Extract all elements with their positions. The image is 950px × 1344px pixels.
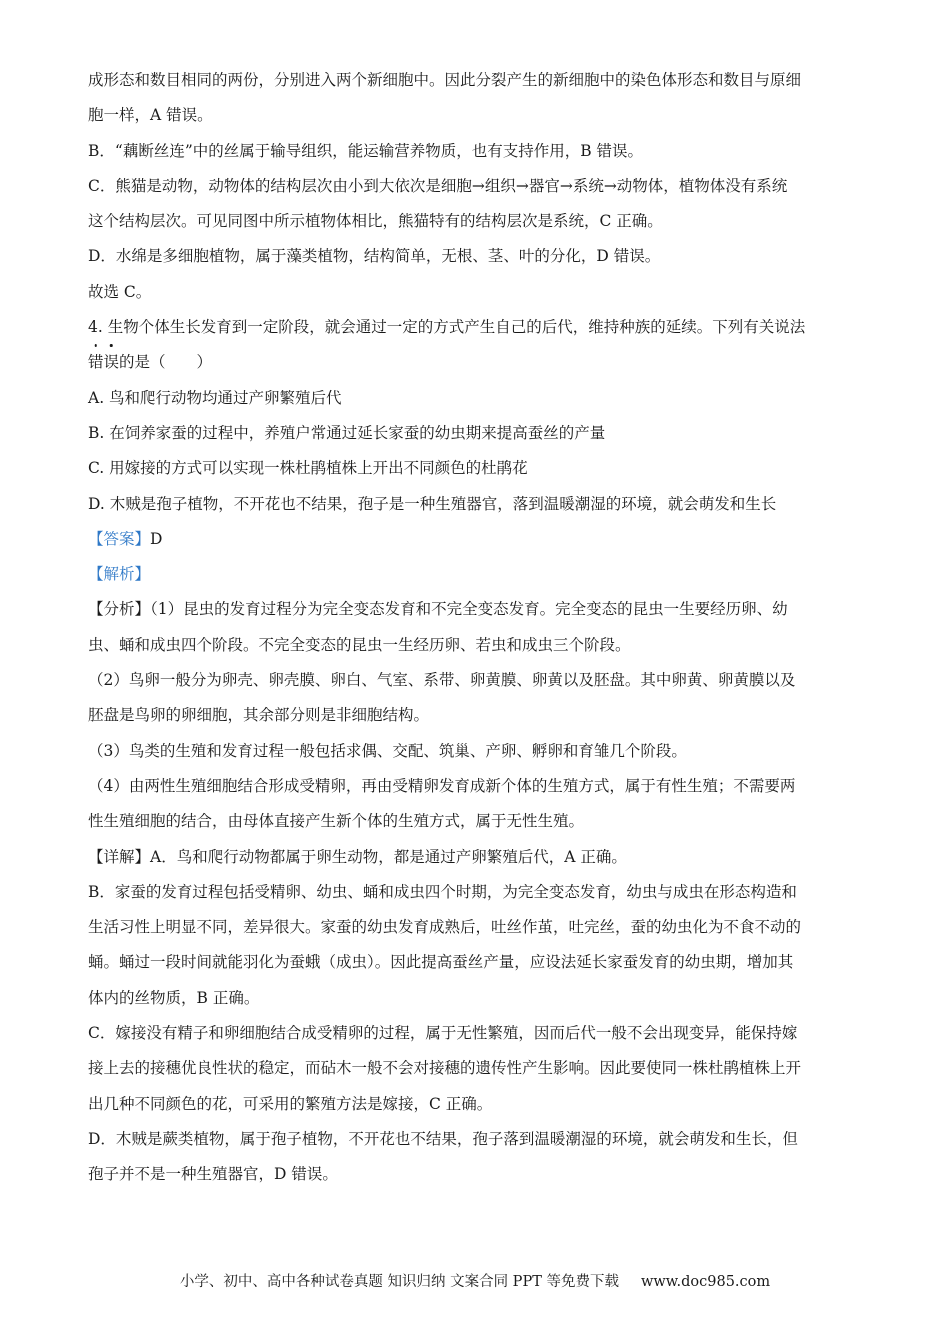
text-line: B．“藕断丝连”中的丝属于输导组织，能运输营养物质，也有支持作用，B 错误。 bbox=[88, 141, 644, 160]
text-line: 成形态和数目相同的两份，分别进入两个新细胞中。因此分裂产生的新细胞中的染色体形态和数目与原细 bbox=[88, 71, 802, 89]
emphasized-char: 错 bbox=[88, 353, 104, 372]
analysis-text: （1）昆虫的发育过程分为完全变态发育和不完全变态发育。完全变态的昆虫一生要经历卵、幼 bbox=[150, 600, 788, 619]
analysis-line: 胚盘是鸟卵的卵细胞，其余部分则是非细胞结构。 bbox=[88, 706, 430, 725]
option-c: C. 用嫁接的方式可以实现一株杜鹃植株上开出不同颜色的杜鹃花 bbox=[88, 459, 528, 478]
detail-line: 体内的丝物质，B 正确。 bbox=[88, 988, 260, 1007]
detail-line: 接上去的接穗优良性状的稳定，而砧木一般不会对接穗的遗传性产生影响。因此要使同一株杜鹃植株上开 bbox=[88, 1059, 802, 1078]
detail-line: 出几种不同颜色的花，可采用的繁殖方法是嫁接，C 正确。 bbox=[88, 1094, 493, 1113]
question-stem: 4. 生物个体生长发育到一定阶段，就会通过一定的方式产生自己的后代，维持种族的延续。下列有关说法 bbox=[88, 318, 806, 337]
footer-text: 小学、初中、高中各种试卷真题 知识归纳 文案合同 PPT 等免费下载 bbox=[179, 1274, 619, 1290]
detail-line: 生活习性上明显不同，差异很大。家蚕的幼虫发育成熟后，吐丝作茧，吐完丝，蚕的幼虫化为不食不动的 bbox=[88, 918, 802, 937]
text-line: C．熊猫是动物，动物体的结构层次由小到大依次是细胞→组织→器官→系统→动物体，植物体没有系统 bbox=[88, 176, 788, 195]
detail-line: 蛹。蛹过一段时间就能羽化为蚕蛾（成虫）。因此提高蚕丝产量，应设法延长家蚕发育的幼虫期，增加其 bbox=[88, 953, 794, 972]
text-line: 这个结构层次。可见同图中所示植物体相比，熊猫特有的结构层次是系统，C 正确。 bbox=[88, 212, 663, 231]
answer-label: 【答案】 bbox=[88, 529, 151, 548]
analysis-line: （3）鸟类的生殖和发育过程一般包括求偶、交配、筑巢、产卵、孵卵和育雏几个阶段。 bbox=[88, 741, 687, 760]
option-d: D. 木贼是孢子植物，不开花也不结果，孢子是一种生殖器官，落到温暖潮湿的环境，就会萌发和生长 bbox=[88, 494, 777, 513]
answer-value: D bbox=[150, 529, 163, 548]
text-line: 故选 C。 bbox=[88, 282, 152, 301]
option-a: A. 鸟和爬行动物均通过产卵繁殖后代 bbox=[88, 388, 342, 407]
document-body bbox=[88, 70, 868, 1200]
detail-line bbox=[88, 847, 868, 867]
question-stem-tail: 的是（ ） bbox=[119, 353, 213, 372]
question-stem-end bbox=[88, 352, 868, 372]
text-line: D．水绵是多细胞植物，属于藻类植物，结构简单，无根、茎、叶的分化，D 错误。 bbox=[88, 247, 661, 266]
detail-line: C．嫁接没有精子和卵细胞结合成受精卵的过程，属于无性繁殖，因而后代一般不会出现变异，能保持嫁 bbox=[88, 1024, 798, 1043]
detail-line: 孢子并不是一种生殖器官，D 错误。 bbox=[88, 1165, 338, 1184]
option-b: B. 在饲养家蚕的过程中，养殖户常通过延长家蚕的幼虫期来提高蚕丝的产量 bbox=[88, 423, 606, 442]
text-line: 胞一样，A 错误。 bbox=[88, 106, 213, 125]
analysis-line bbox=[88, 599, 868, 619]
analysis-line: （2）鸟卵一般分为卵壳、卵壳膜、卵白、气室、系带、卵黄膜、卵黄以及胚盘。其中卵黄、卵黄膜以及 bbox=[88, 671, 796, 690]
answer-line bbox=[88, 529, 868, 549]
fenxi-label: 【分析】 bbox=[88, 600, 151, 619]
analysis-line: 虫、蛹和成虫四个阶段。不完全变态的昆虫一生经历卵、若虫和成虫三个阶段。 bbox=[88, 635, 631, 654]
xiangjie-label: 【详解】 bbox=[88, 847, 151, 866]
detail-line: B．家蚕的发育过程包括受精卵、幼虫、蛹和成虫四个时期，为完全变态发育，幼虫与成虫在形态构造和 bbox=[88, 882, 797, 901]
emphasized-char: 误 bbox=[103, 353, 120, 372]
analysis-line: 性生殖细胞的结合，由母体直接产生新个体的生殖方式，属于无性生殖。 bbox=[88, 812, 585, 831]
analysis-label: 【解析】 bbox=[88, 565, 151, 584]
page-footer bbox=[0, 1270, 950, 1291]
analysis-line: （4）由两性生殖细胞结合形成受精卵，再由受精卵发育成新个体的生殖方式，属于有性生殖；不需要两 bbox=[88, 776, 796, 795]
detail-text: A．鸟和爬行动物都属于卵生动物，都是通过产卵繁殖后代，A 正确。 bbox=[150, 847, 627, 866]
footer-site-link[interactable]: www.doc985.com bbox=[640, 1274, 771, 1290]
analysis-label-line bbox=[88, 564, 868, 584]
detail-line: D．木贼是蕨类植物，属于孢子植物，不开花也不结果，孢子落到温暖潮湿的环境，就会萌发和生长，但 bbox=[88, 1129, 798, 1148]
